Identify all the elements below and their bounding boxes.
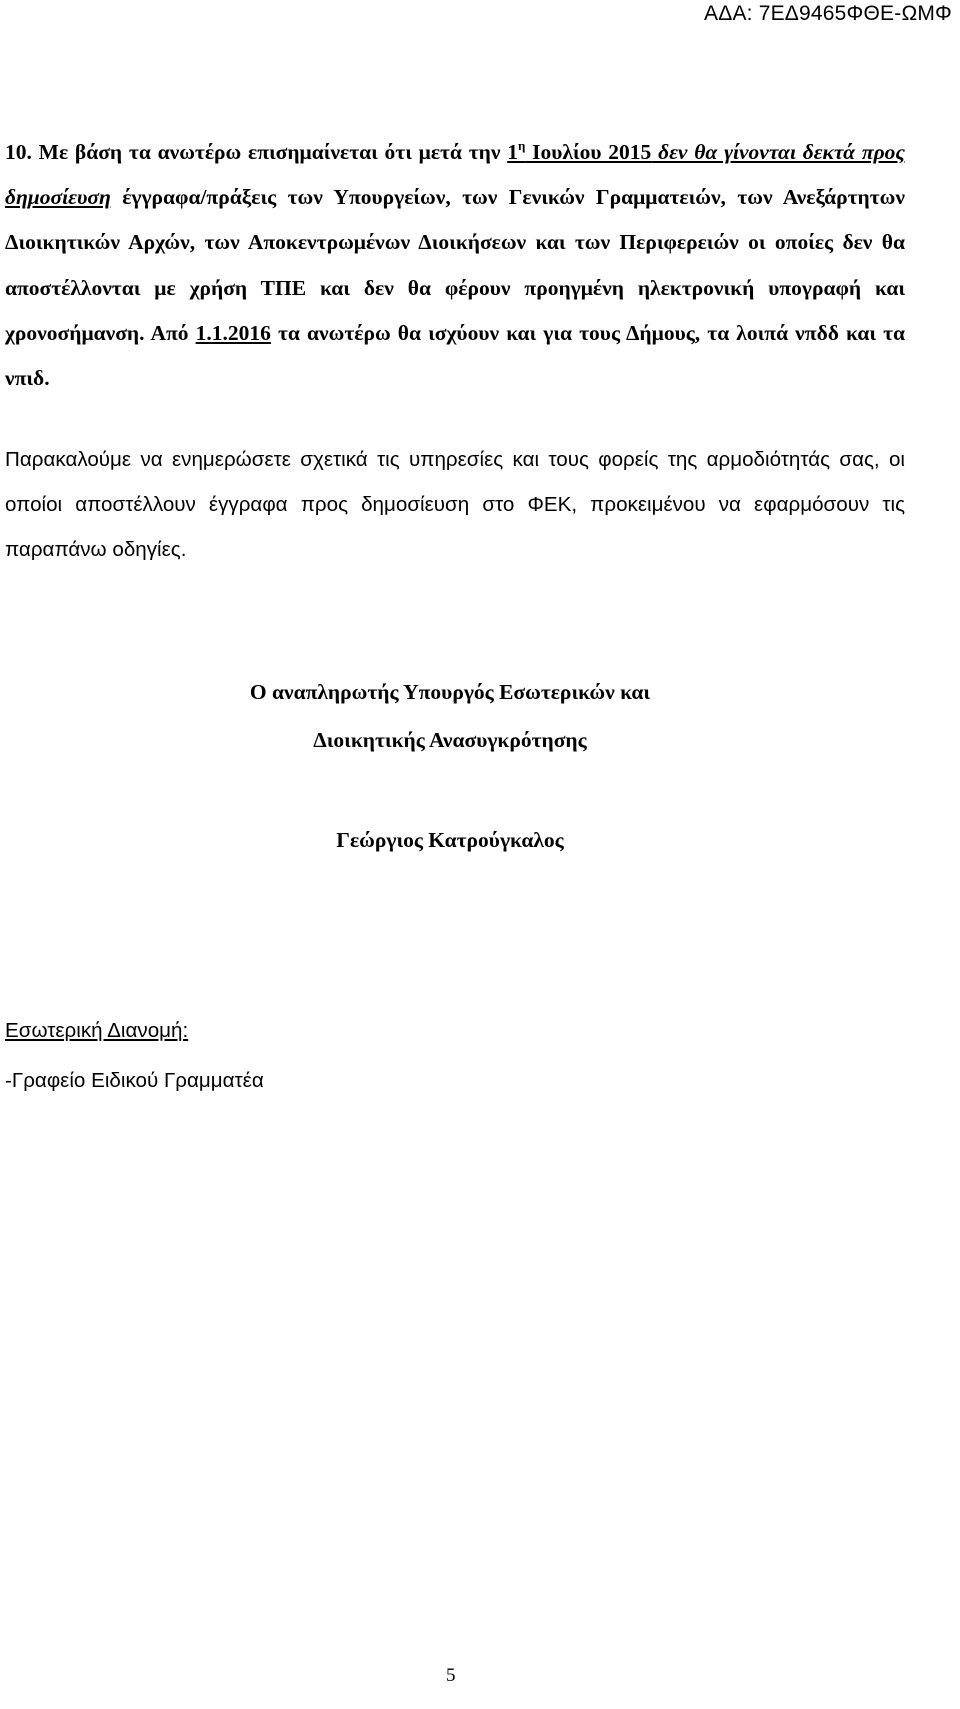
- paragraph-number: 10.: [5, 140, 32, 164]
- deadline-month-year: Ιουλίου 2015: [525, 140, 652, 164]
- request-paragraph: Παρακαλούμε να ενημερώσετε σχετικά τις υπηρεσίες και τους φορείς της αρμοδιότητάς σας, οι οποίοι αποστέλλουν έγγραφα προς δημοσίευση στο ΦΕΚ, προκειμένου να εφαρμόσουν τις παραπάνω οδηγίες.: [5, 448, 905, 562]
- paragraph-text-municipalities: τα ανωτέρω θα ισχύουν και για τους Δήμους, τα λοιπά νπδδ και τα νπιδ.: [5, 320, 906, 391]
- distribution-heading: Εσωτερική Διανομή:: [5, 1019, 189, 1042]
- paragraph-text-scope: έγγραφα/πράξεις των Υπουργείων, των Γενικών Γραμματειών, των Ανεξάρτητων Διοικητικών Αρχών, των Αποκεντρωμένων Διοικήσεων και των Περιφερειών οι οποίες δεν θα αποστέλλονται με χρήση ΤΠΕ και δεν θα φέρουν προηγμένη ηλεκτρονική υπογραφή και χρονοσήμανση.: [5, 185, 905, 345]
- page-number: 5: [446, 1665, 456, 1686]
- deadline-day-suffix: η: [517, 138, 526, 153]
- deadline-day: 1: [507, 140, 518, 164]
- signatory-name: Γεώργιος Κατρούγκαλος: [336, 828, 564, 852]
- effective-date: 1.1.2016: [195, 320, 271, 345]
- rejection-statement: δεν θα γίνονται δεκτά προς δημοσίευση: [5, 140, 905, 210]
- paragraph-10: [5, 130, 905, 401]
- ada-code: ΑΔΑ: 7ΕΔ9465ΦΘΕ-ΩΜΦ: [704, 2, 952, 25]
- deadline-date: [507, 140, 651, 164]
- paragraph-text-from: Από: [144, 320, 196, 345]
- signatory-title-line1: Ο αναπληρωτής Υπουργός Εσωτερικών και: [249, 680, 651, 704]
- signatory-title-line2: Διοικητικής Ανασυγκρότησης: [313, 728, 587, 752]
- paragraph-text-intro: Με βάση τα ανωτέρω επισημαίνεται ότι μετά την: [31, 140, 508, 164]
- distribution-item: -Γραφείο Ειδικού Γραμματέα: [5, 1069, 264, 1092]
